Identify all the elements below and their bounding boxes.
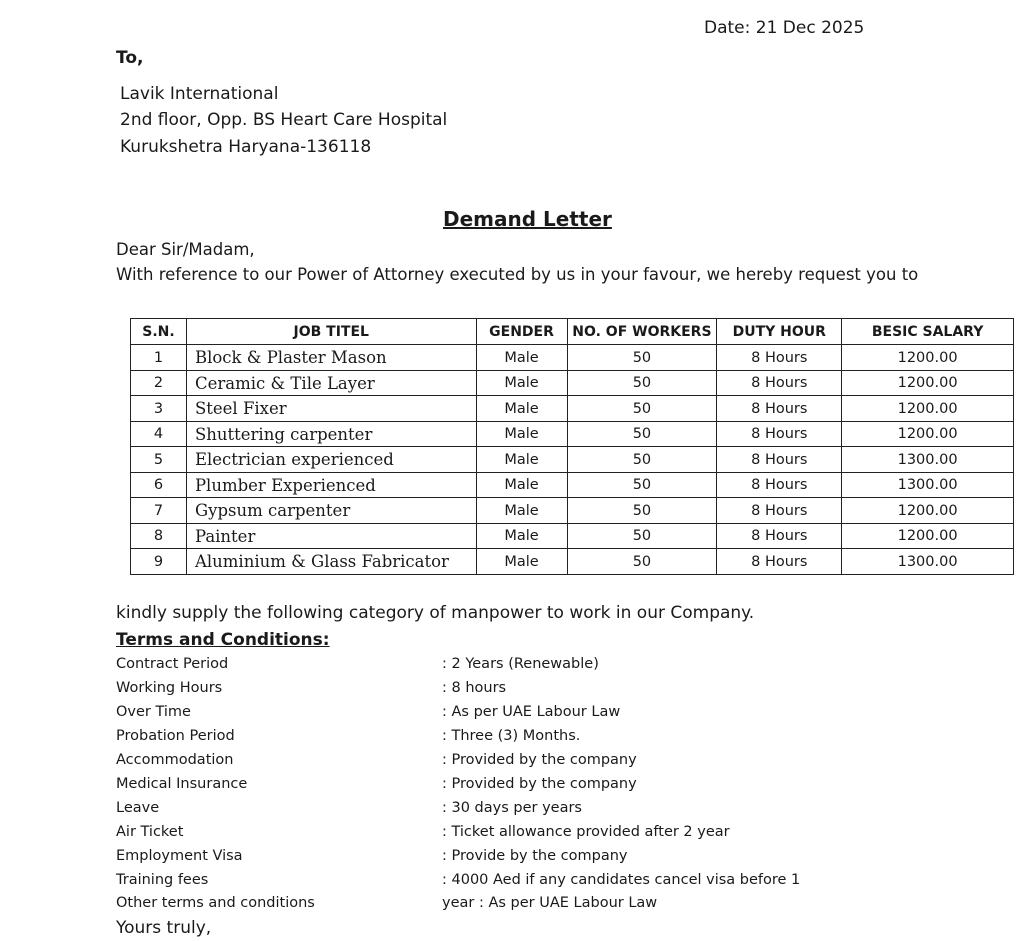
salutation: Dear Sir/Madam,	[116, 240, 255, 259]
cell-salary: 1200.00	[842, 371, 1014, 396]
cell-workers: 50	[567, 422, 717, 447]
header-workers: NO. OF WORKERS	[567, 319, 717, 345]
cell-duty: 8 Hours	[717, 473, 842, 498]
term-value-accommodation: : Provided by the company	[442, 752, 637, 768]
cell-workers: 50	[567, 396, 717, 422]
closing: Yours truly,	[116, 918, 212, 938]
cell-duty: 8 Hours	[717, 549, 842, 575]
term-value-other: year : As per UAE Labour Law	[442, 895, 658, 911]
cell-salary: 1200.00	[842, 498, 1014, 524]
header-gender: GENDER	[476, 319, 567, 345]
table-row	[131, 371, 1014, 396]
term-value-medical: : Provided by the company	[442, 776, 637, 792]
cell-sn: 5	[131, 447, 187, 473]
term-label-visa: Employment Visa	[116, 848, 243, 864]
recipient-name: Lavik International	[120, 84, 279, 104]
term-label-accommodation: Accommodation	[116, 752, 234, 768]
cell-sn: 2	[131, 371, 187, 396]
term-value-contract-period: : 2 Years (Renewable)	[442, 656, 599, 672]
cell-workers: 50	[567, 549, 717, 575]
cell-gender: Male	[476, 524, 567, 549]
cell-workers: 50	[567, 473, 717, 498]
cell-sn: 9	[131, 549, 187, 575]
cell-job: Ceramic & Tile Layer	[186, 371, 476, 396]
table-row	[131, 396, 1014, 422]
table-row	[131, 345, 1014, 371]
letter-date: Date: 21 Dec 2025	[704, 18, 865, 38]
cell-gender: Male	[476, 345, 567, 371]
term-label-leave: Leave	[116, 800, 160, 816]
cell-gender: Male	[476, 422, 567, 447]
table-row	[131, 549, 1014, 575]
term-label-air-ticket: Air Ticket	[116, 824, 184, 840]
header-duty-hour: DUTY HOUR	[717, 319, 842, 345]
cell-job: Gypsum carpenter	[186, 498, 476, 524]
term-value-leave: : 30 days per years	[442, 800, 582, 816]
cell-gender: Male	[476, 447, 567, 473]
term-value-training-fees: : 4000 Aed if any candidates cancel visa before 1	[442, 872, 801, 888]
document-title: Demand Letter	[443, 207, 612, 231]
table-row	[131, 447, 1014, 473]
cell-workers: 50	[567, 498, 717, 524]
cell-salary: 1200.00	[842, 524, 1014, 549]
manpower-table	[130, 318, 1014, 575]
cell-salary: 1300.00	[842, 473, 1014, 498]
cell-gender: Male	[476, 473, 567, 498]
recipient-to: To,	[116, 48, 144, 68]
recipient-address-line: 2nd floor, Opp. BS Heart Care Hospital	[120, 110, 448, 130]
table-header-row	[131, 319, 1014, 345]
term-label-working-hours: Working Hours	[116, 680, 223, 696]
cell-duty: 8 Hours	[717, 371, 842, 396]
cell-sn: 6	[131, 473, 187, 498]
cell-salary: 1300.00	[842, 447, 1014, 473]
table-row	[131, 473, 1014, 498]
cell-salary: 1200.00	[842, 422, 1014, 447]
cell-job: Plumber Experienced	[186, 473, 476, 498]
cell-salary: 1300.00	[842, 549, 1014, 575]
header-job-title: JOB TITEL	[186, 319, 476, 345]
cell-duty: 8 Hours	[717, 422, 842, 447]
cell-job: Shuttering carpenter	[186, 422, 476, 447]
intro-paragraph: With reference to our Power of Attorney executed by us in your favour, we hereby request you to	[116, 265, 919, 284]
cell-job: Block & Plaster Mason	[186, 345, 476, 371]
cell-sn: 7	[131, 498, 187, 524]
term-label-other: Other terms and conditions	[116, 895, 315, 911]
term-label-training-fees: Training fees	[116, 872, 209, 888]
cell-duty: 8 Hours	[717, 345, 842, 371]
cell-job: Steel Fixer	[186, 396, 476, 422]
table-row	[131, 498, 1014, 524]
term-value-visa: : Provide by the company	[442, 848, 628, 864]
term-label-contract-period: Contract Period	[116, 656, 229, 672]
header-salary: BESIC SALARY	[842, 319, 1014, 345]
cell-sn: 1	[131, 345, 187, 371]
header-sn: S.N.	[131, 319, 187, 345]
cell-workers: 50	[567, 447, 717, 473]
cell-sn: 4	[131, 422, 187, 447]
term-label-over-time: Over Time	[116, 704, 191, 720]
cell-job: Electrician experienced	[186, 447, 476, 473]
cell-duty: 8 Hours	[717, 498, 842, 524]
term-value-probation: : Three (3) Months.	[442, 728, 581, 744]
cell-job: Painter	[186, 524, 476, 549]
cell-workers: 50	[567, 345, 717, 371]
cell-sn: 3	[131, 396, 187, 422]
term-value-air-ticket: : Ticket allowance provided after 2 year	[442, 824, 730, 840]
cell-duty: 8 Hours	[717, 447, 842, 473]
cell-workers: 50	[567, 371, 717, 396]
term-value-working-hours: : 8 hours	[442, 680, 507, 696]
cell-salary: 1200.00	[842, 396, 1014, 422]
cell-duty: 8 Hours	[717, 396, 842, 422]
cell-gender: Male	[476, 498, 567, 524]
term-label-probation: Probation Period	[116, 728, 235, 744]
request-paragraph: kindly supply the following category of manpower to work in our Company.	[116, 603, 755, 623]
cell-sn: 8	[131, 524, 187, 549]
cell-workers: 50	[567, 524, 717, 549]
cell-gender: Male	[476, 549, 567, 575]
recipient-city: Kurukshetra Haryana-136118	[120, 137, 372, 157]
cell-duty: 8 Hours	[717, 524, 842, 549]
table-row	[131, 524, 1014, 549]
cell-job: Aluminium & Glass Fabricator	[186, 549, 476, 575]
table-row	[131, 422, 1014, 447]
cell-salary: 1200.00	[842, 345, 1014, 371]
terms-heading: Terms and Conditions:	[116, 630, 330, 650]
term-value-over-time: : As per UAE Labour Law	[442, 704, 621, 720]
term-label-medical: Medical Insurance	[116, 776, 248, 792]
cell-gender: Male	[476, 371, 567, 396]
cell-gender: Male	[476, 396, 567, 422]
